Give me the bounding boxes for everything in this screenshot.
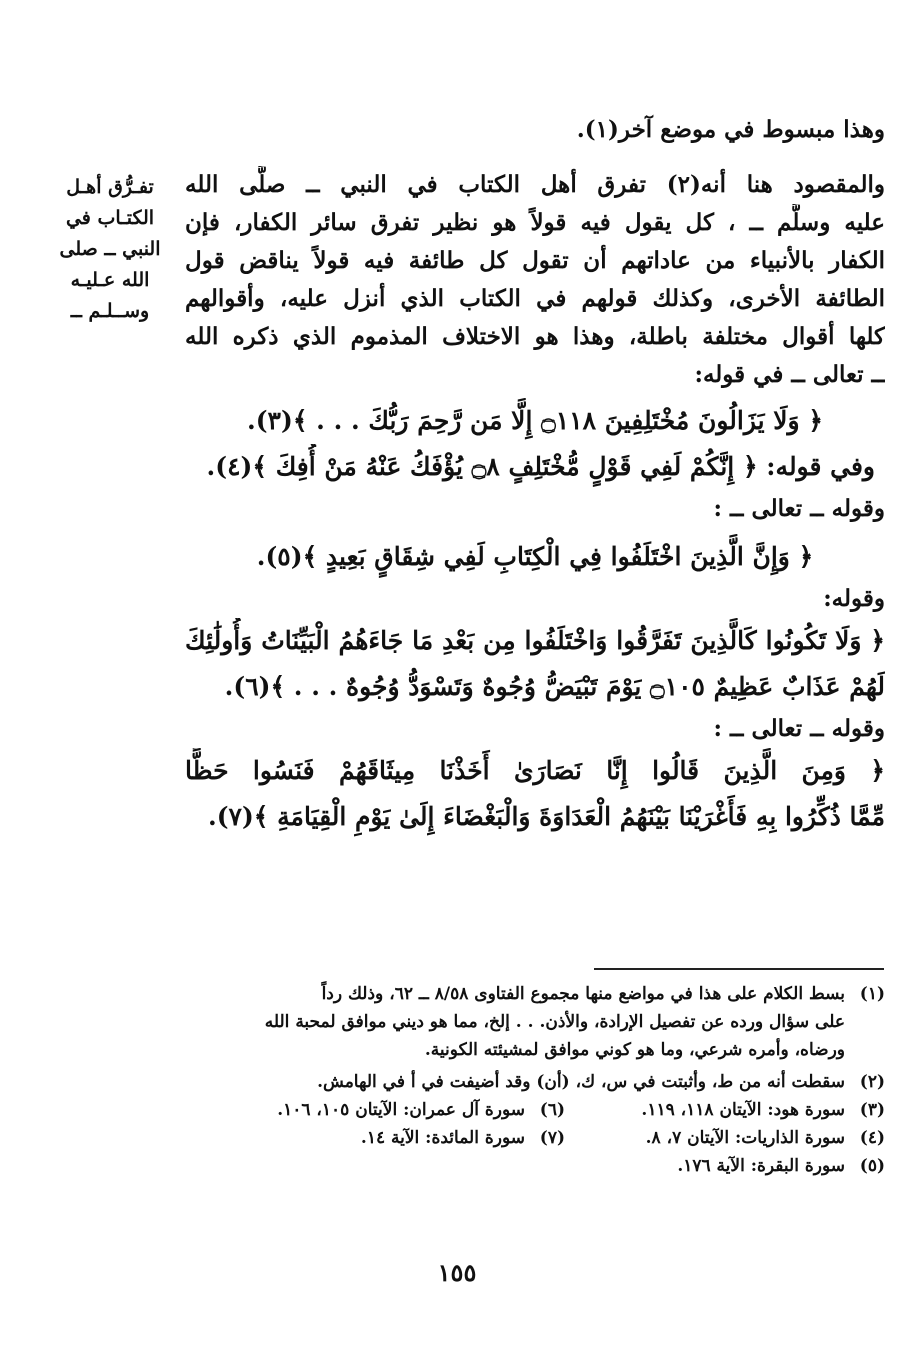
quran-verse-3: ﴿ وَإِنَّ الَّذِينَ اخْتَلَفُوا فِي الْكِتَابِ لَفِي شِقَاقٍ بَعِيدٍ ﴾(٥). xyxy=(256,542,814,571)
verse-line: مِّمَّا ذُكِّرُوا بِهِ فَأَغْرَيْنَا بَيْنَهُمُ الْعَدَاوَةَ وَالْبَغْضَاءَ إِلَىٰ يَوْمِ الْقِيَامَةِ ﴾(٧). xyxy=(207,802,885,831)
verse-line: ﴿ وَلَا تَكُونُوا كَالَّذِينَ تَفَرَّقُوا وَاخْتَلَفُوا مِن بَعْدِ مَا جَاءَهُمُ الْبَيِّنَاتُ وَأُولَٰئِكَ xyxy=(185,626,885,655)
footnote-text: سقطت أنه من ط، وأثبتت في س، ك، (أن) وقد أضيفت في أ في الهامش. xyxy=(317,1072,845,1092)
verse-intro: وقوله ــ تعالى ــ : xyxy=(713,715,885,742)
footnote-4 xyxy=(565,1124,885,1152)
footnote-number: (١) xyxy=(859,984,885,1004)
footnote-text: سورة المائدة: الآية ١٤. xyxy=(360,1128,525,1148)
footnote-divider xyxy=(594,968,884,970)
footnote-7 xyxy=(361,1124,565,1152)
footnote-number: (٥) xyxy=(859,1156,885,1176)
paragraph-line: عليه وسلَّم ــ ، كل يقول فيه قولاً هو نظير تفرق سائر الكفار، فإن xyxy=(185,209,885,236)
footnote-number: (٦) xyxy=(539,1100,565,1120)
footnote-text: سورة البقرة: الآية ١٧٦. xyxy=(677,1156,845,1176)
margin-note-line: الكتـاب في xyxy=(65,207,155,229)
verse-intro: وقوله ــ تعالى ــ : xyxy=(713,495,885,522)
footnotes xyxy=(185,980,885,1180)
footnote-3 xyxy=(565,1096,885,1124)
margin-note-line: النبي ــ صلى xyxy=(59,238,161,260)
footnote-text: بسط الكلام على هذا في مواضع منها مجموع الفتاوى ٨/٥٨ ــ ٦٢، وذلك رداً xyxy=(321,984,845,1004)
paragraph-line: الكفار بالأنبياء من عاداتهم أن تقول كل طائفة فيه قولاً يناقض قول xyxy=(185,247,885,274)
verse-intro: وقوله: xyxy=(823,585,885,612)
footnote-continuation: ورضاه، وأمره شرعي، وما هو كوني موافق لمشيئته الكونية. xyxy=(424,1040,845,1060)
quran-verse-4 xyxy=(185,618,885,710)
footnote-continuation: على سؤال ورده عن تفصيل الإرادة، والأذن. . . إلخ، مما هو ديني موافق لمحبة الله xyxy=(264,1012,845,1032)
paragraph-1: وهذا مبسوط في موضع آخر(١). xyxy=(576,116,885,143)
paragraph-line: كلها أقوال مختلفة باطلة، وهذا هو الاختلاف المذموم الذي ذكره الله xyxy=(185,323,885,350)
footnote-1 xyxy=(185,980,885,1008)
footnote-row xyxy=(185,1096,885,1124)
footnote-text: سورة الذاريات: الآيتان ٧، ٨. xyxy=(645,1128,845,1148)
margin-note-line: وســلـم ــ xyxy=(70,300,150,322)
paragraph-line: ــ تعالى ــ في قوله: xyxy=(694,361,885,388)
footnote-text: سورة آل عمران: الآيتان ١٠٥، ١٠٦. xyxy=(277,1100,525,1120)
margin-note-line: تفـرُّق أهـل xyxy=(66,176,154,198)
footnote-6 xyxy=(277,1096,565,1124)
verse-line: لَهُمْ عَذَابٌ عَظِيمٌ ۝١٠٥ يَوْمَ تَبْيَضُّ وُجُوهٌ وَتَسْوَدُّ وُجُوهٌ . . . ﴾(٦). xyxy=(224,672,885,701)
footnote-number: (٤) xyxy=(859,1128,885,1148)
footnote-number: (٣) xyxy=(859,1100,885,1120)
margin-note-line: الله عـليـه xyxy=(70,269,150,291)
footnote-row xyxy=(185,1124,885,1152)
footnote-text: سورة هود: الآيتان ١١٨، ١١٩. xyxy=(641,1100,845,1120)
paragraph-line: والمقصود هنا أنه(٢) تفرق أهل الكتاب في النبي ــ صلَّى الله xyxy=(185,171,885,198)
footnote-number: (٧) xyxy=(539,1128,565,1148)
quran-verse-1: ﴿ وَلَا يَزَالُونَ مُخْتَلِفِينَ ۝١١٨ إِلَّا مَن رَّحِمَ رَبُّكَ . . . ﴾(٣). xyxy=(247,406,823,435)
quran-verse-5 xyxy=(185,748,885,840)
footnote-5 xyxy=(185,1152,885,1180)
paragraph-2 xyxy=(185,166,885,394)
footnote-number: (٢) xyxy=(859,1072,885,1092)
page-number: ١٥٥ xyxy=(437,1258,477,1287)
main-text xyxy=(185,110,885,840)
footnote-2 xyxy=(185,1068,885,1096)
margin-note xyxy=(40,172,180,327)
paragraph-line: الطائفة الأخرى، وكذلك قولهم في الكتاب الذي أنزل عليه، وأقوالهم xyxy=(185,285,885,312)
verse-line: ﴿ وَمِنَ الَّذِينَ قَالُوا إِنَّا نَصَارَىٰ أَخَذْنَا مِيثَاقَهُمْ فَنَسُوا حَظًّا xyxy=(185,756,885,785)
quran-verse-2: وفي قوله: ﴿ إِنَّكُمْ لَفِي قَوْلٍ مُّخْتَلِفٍ ۝٨ يُؤْفَكُ عَنْهُ مَنْ أُفِكَ ﴾(٤). xyxy=(206,452,875,481)
